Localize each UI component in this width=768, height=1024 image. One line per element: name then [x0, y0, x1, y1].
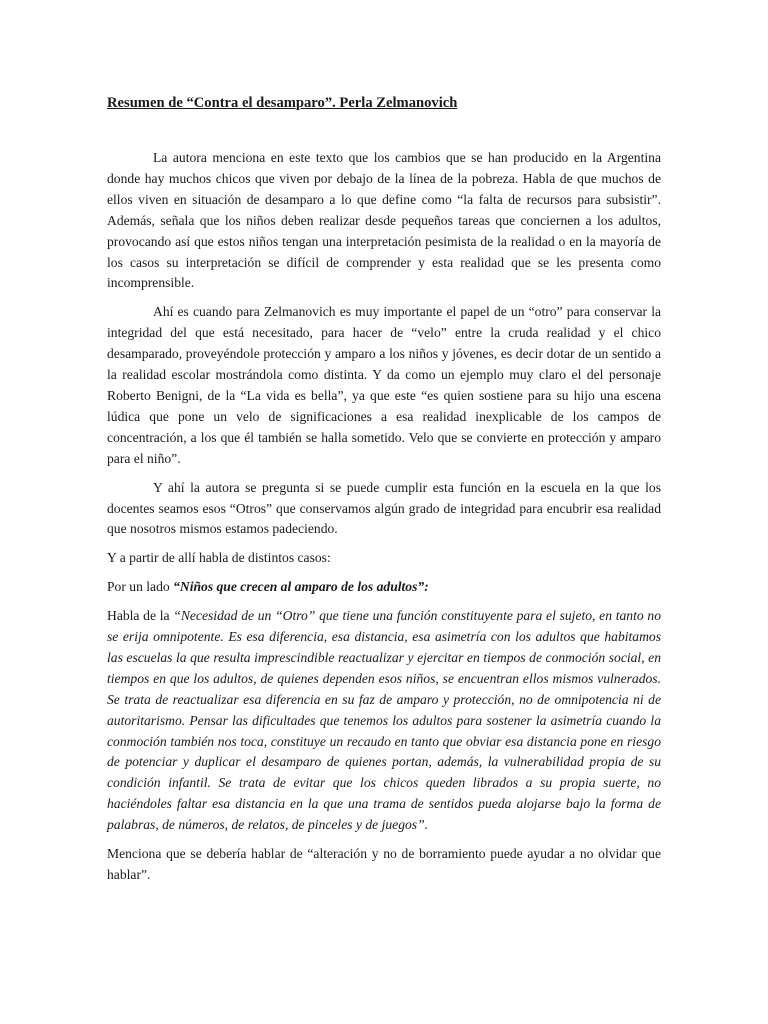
paragraph-alteracion: Menciona que se debería hablar de “alteración y no de borramiento puede ayudar a no olvidar que hablar”. [107, 846, 661, 882]
por-un-lado-prefix: Por un lado [107, 579, 174, 595]
document-page [107, 92, 661, 894]
quote-prefix: Habla de la [107, 608, 174, 624]
paragraph-por-un-lado [107, 577, 661, 598]
quote-text: “Necesidad de un “Otro” que tiene una función constituyente para el sujeto, en tanto no se erija omnipotente. Es esa diferencia, esa distancia, esa asimetría con los adultos que habitamos las escuelas la que resulta imprescindible reactualizar y ejercitar en tiempos de conmoción social, en tiempos en que los adultos, de quienes dependen esos niños, se encuentran ellos mismos vulnerados. Se trata de reactualizar esa diferencia en su faz de amparo y protección, no de omnipotencia ni de autoritarismo. Pensar las dificultades que tenemos los adultos para sostener la asimetría cuando la conmoción también nos toca, constituye un recaudo en tanto que obviar esa distancia pone en riesgo de potenciar y duplicar el desamparo de quienes portan, además, la vulnerabilidad propia de su condición infantil. Se trata de evitar que los chicos queden librados a su propia suerte, no haciéndoles faltar esa distancia en la que una trama de sentidos pueda alojarse bajo la forma de palabras, de números, de relatos, de pinceles y de juegos”. [107, 608, 661, 833]
document-title: Resumen de “Contra el desamparo”. Perla Zelmanovich [107, 95, 458, 111]
paragraph-escuela: Y ahí la autora se pregunta si se puede cumplir esta función en la escuela en la que los docentes seamos esos “Otros” que conservamos algún grado de integridad para encubrir esa realidad que nosotros mismos estamos padeciendo. [107, 479, 661, 537]
paragraph-otro: Ahí es cuando para Zelmanovich es muy importante el papel de un “otro” para conservar la integridad del que está necesitado, para hacer de “velo” entre la cruda realidad y el chico desamparado, proveyéndole protección y amparo a los niños y jóvenes, es decir dotar de un sentido a la realidad escolar mostrándola como distinta. Y da como un ejemplo muy claro el del personaje Roberto Benigni, de la “La vida es bella”, ya que este “es quien sostiene para su hijo una escena lúdica que pone un velo de significaciones a esa realidad inexplicable de los campos de concentración, a los que él también se halla sometido. Velo que se convierte en protección y amparo para el niño”. [107, 304, 661, 466]
paragraph-intro: La autora menciona en este texto que los cambios que se han producido en la Argentina donde hay muchos chicos que viven por debajo de la línea de la pobreza. Habla de que muchos de ellos viven en situación de desamparo a lo que define como “la falta de recursos para subsistir”. Además, señala que los niños deben realizar desde pequeños tareas que conciernen a los adultos, provocando así que estos niños tengan una interpretación pesimista de la realidad o en la mayoría de los casos su interpretación se difícil de comprender y esta realidad que se les presenta como incomprensible. [107, 150, 661, 291]
paragraph-casos: Y a partir de allí habla de distintos casos: [107, 550, 331, 566]
paragraph-quote [107, 606, 661, 836]
section-heading: “Niños que crecen al amparo de los adultos”: [173, 579, 429, 595]
